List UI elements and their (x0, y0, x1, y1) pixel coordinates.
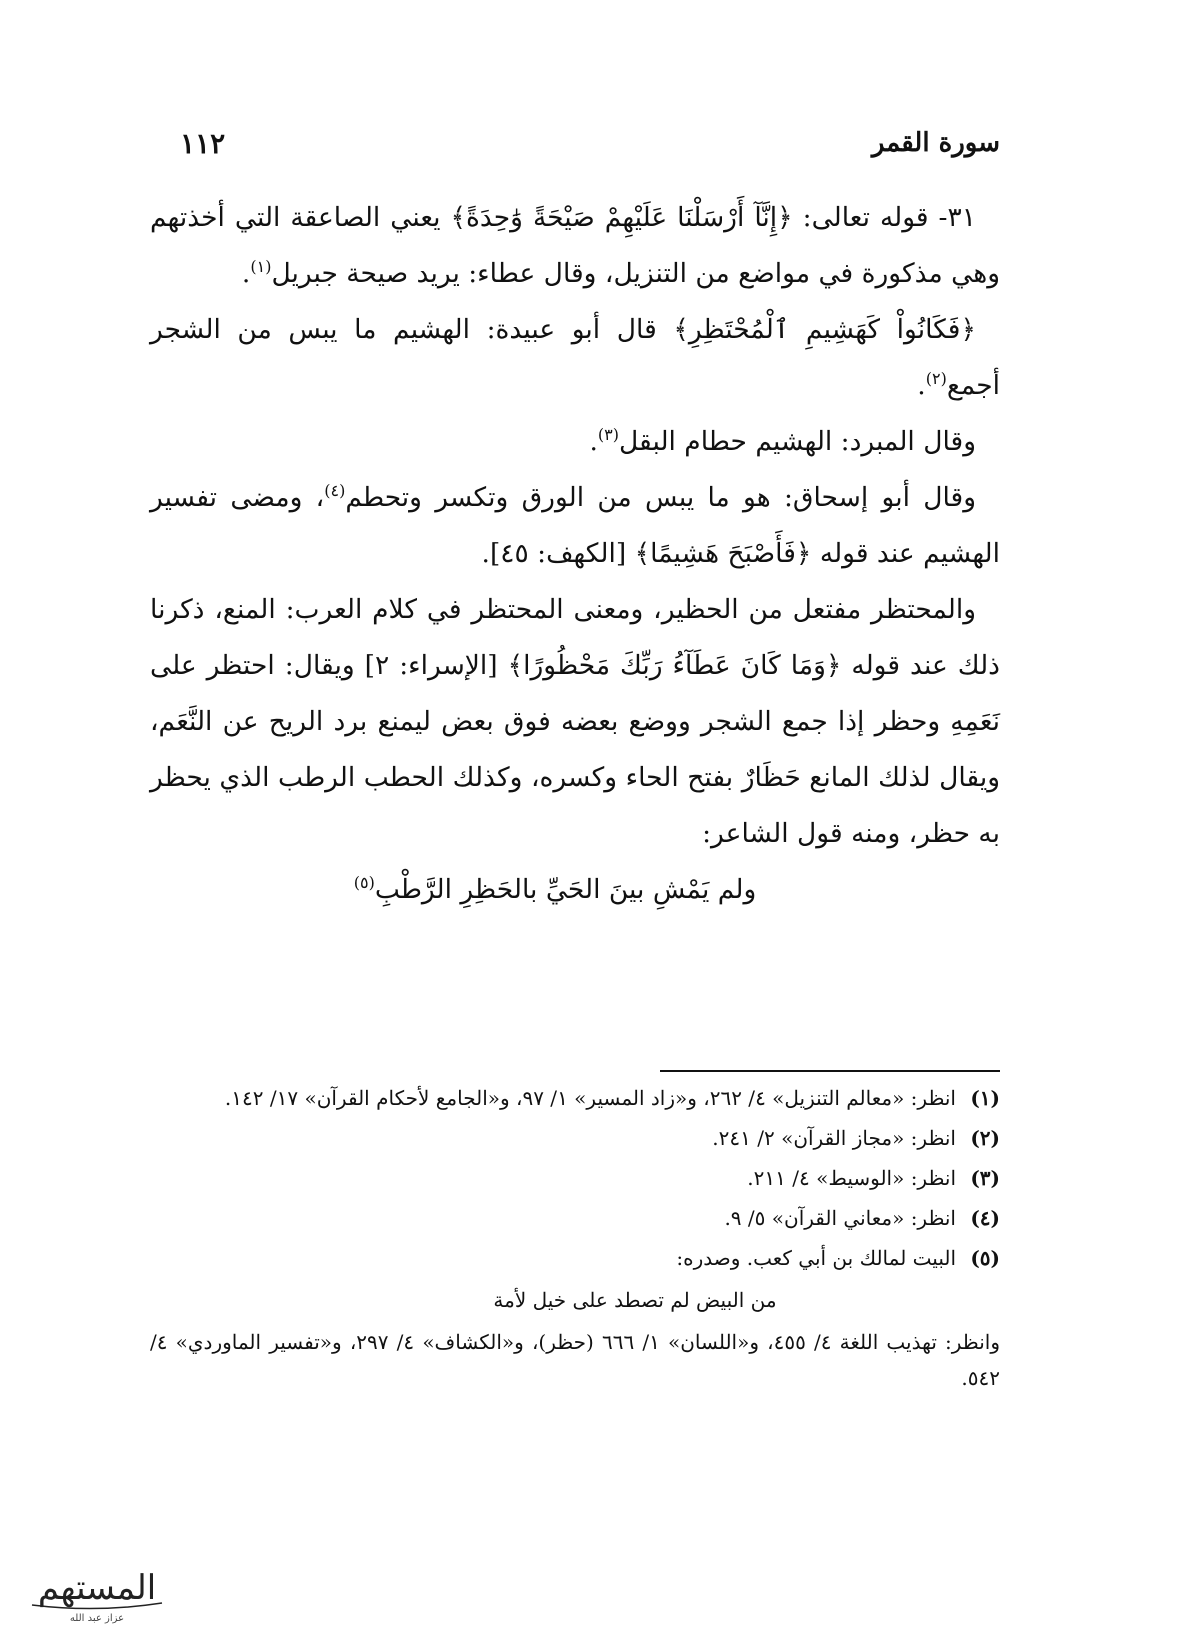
text-run: ، ومضى تفسير الهشيم عند قوله (150, 482, 1000, 569)
footnote-marker[interactable]: (٣) (597, 425, 619, 445)
text-run: وقال أبو إسحاق: هو ما يبس من الورق وتكسر وتحطم (345, 482, 977, 513)
footnote-marker[interactable]: (١) (250, 257, 272, 277)
text-run: . (917, 370, 926, 401)
paragraph-31 (150, 190, 1000, 302)
footnote-separator (660, 1070, 1000, 1072)
footnote-number: (٥) (970, 1246, 1000, 1270)
logo-main-text: المستهم (37, 1568, 157, 1608)
text-run: والمحتظر مفتعل من الحظير، ومعنى المحتظر في كلام العرب: المنع، ذكرنا ذلك عند قوله (150, 594, 1000, 681)
main-text (150, 190, 1000, 918)
text-run: قال أبو عبيدة: الهشيم ما يبس من الشجر أجمع (150, 314, 1000, 401)
page-number: ١١٢ (180, 126, 226, 160)
footnote-marker[interactable]: (٤) (324, 481, 346, 501)
paragraph-abu-ishaq (150, 470, 1000, 582)
footnote-1 (150, 1080, 1000, 1116)
footnote-text: البيت لمالك بن أبي كعب. وصدره: (676, 1246, 956, 1270)
footnote-5-reference: وانظر: تهذيب اللغة ٤/ ٤٥٥، و«اللسان» ١/ ٦٦٦ (حظر)، و«الكشاف» ٤/ ٢٩٧، و«تفسير الماوردي» ٤/ ٥٤٢. (150, 1330, 1000, 1390)
quran-verse: ﴿إِنَّآ أَرْسَلْنَا عَلَيْهِمْ صَيْحَةً وَٰحِدَةً﴾ (450, 202, 793, 233)
footnote-4 (150, 1200, 1000, 1236)
paragraph-mubarrad (150, 414, 1000, 470)
footnote-number: (١) (970, 1086, 1000, 1110)
footnote-3 (150, 1160, 1000, 1196)
paragraph-hashim (150, 302, 1000, 414)
footnote-text: انظر: «معالم التنزيل» ٤/ ٢٦٢، و«زاد المسير» ١/ ٩٧، و«الجامع لأحكام القرآن» ١٧/ ١٤٢. (224, 1086, 956, 1110)
quran-verse: ﴿وَمَا كَانَ عَطَآءُ رَبِّكَ مَحْظُورًا﴾ (507, 650, 842, 681)
text-run: وقال المبرد: الهشيم حطام البقل (618, 426, 976, 457)
poem-line (150, 862, 1000, 918)
text-run: . (589, 426, 598, 457)
text-run: يعني الصاعقة التي أخذتهم وهي مذكورة في مواضع من التنزيل، وقال عطاء: يريد صيحة جبريل (150, 202, 1000, 289)
footnote-text: انظر: «الوسيط» ٤/ ٢١١. (747, 1166, 956, 1190)
page-header (180, 118, 1000, 168)
poem-text: ولم يَمْشِ بينَ الحَيِّ بالحَظِرِ الرَّطْبِ (374, 874, 757, 905)
footnote-text: انظر: «مجاز القرآن» ٢/ ٢٤١. (712, 1126, 956, 1150)
text-run: [الإسراء: ٢] ويقال: احتظر على نَعَمِهِ وحظر إذا جمع الشجر ووضع بعضه فوق بعض ليمنع برد الريح عن النَّعَم، ويقال لذلك المانع حَظَارٌ بفتح الحاء وكسره، وكذلك الحطب الرطب الذي يحظر به حظر، ومنه قول الشاعر: (150, 650, 1000, 849)
paragraph-muhtazir (150, 582, 1000, 862)
quran-verse: ﴿فَأَصْبَحَ هَشِيمًا﴾ (634, 538, 812, 569)
footnote-number: (٢) (970, 1126, 1000, 1150)
footnote-marker[interactable]: (٥) (353, 873, 375, 893)
footnote-5 (150, 1240, 1000, 1276)
footnote-number: (٤) (970, 1206, 1000, 1230)
text-run: . (241, 258, 251, 289)
footnote-text: انظر: «معاني القرآن» ٥/ ٩. (724, 1206, 956, 1230)
text-run: [الكهف: ٤٥]. (481, 538, 635, 569)
surah-title: سورة القمر (871, 128, 1000, 158)
quran-verse: ﴿فَكَانُواْ كَهَشِيمِ ٱلْمُحْتَظِرِ﴾ (673, 314, 976, 345)
logo-small-text: عزاز عبد الله (69, 1613, 125, 1624)
footnote-marker[interactable]: (٢) (925, 369, 947, 389)
footnote-poem: من البيض لم تصطد على خيل لأمة (493, 1288, 777, 1312)
publisher-logo (22, 1555, 172, 1627)
text-run: ٣١- قوله تعالى: (792, 202, 976, 233)
footnote-2 (150, 1120, 1000, 1156)
footnote-number: (٣) (970, 1166, 1000, 1190)
footnotes (150, 1080, 1000, 1396)
